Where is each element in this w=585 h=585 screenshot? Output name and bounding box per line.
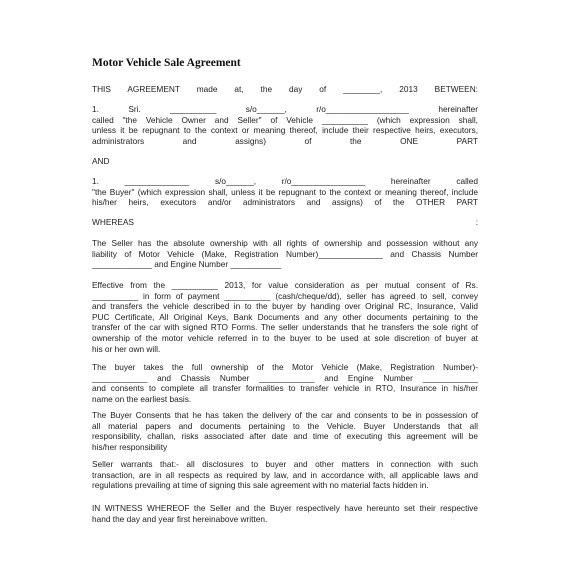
consideration-line: Effective from the __________ 2013, for value consideration as per mutual consent of Rs. [92, 280, 478, 290]
whereas-colon: : [475, 217, 478, 227]
seller-warranty-paragraph [92, 459, 478, 491]
and-paragraph [92, 156, 478, 167]
buyer-ownership-line: name on the earliest basis. [92, 393, 192, 404]
buyer-consent-line: all material papers and documents pertaining to the Vehicle. Buyer Understands that all [92, 420, 478, 431]
whereas-paragraph [92, 217, 478, 228]
consideration-line: his or her own will. [92, 343, 161, 354]
consideration-line: __________ in form of payment __________ (cash/cheque/dd), seller has agreed to sell, convey [92, 290, 478, 301]
party2-line: 1. ______________ s/o______, r/o________________ hereinafter called [92, 176, 478, 186]
consideration-line: and transfers the vehicle described in to the buyer by handing over Original RC, Insurance, Valid [92, 301, 478, 312]
buyer-ownership-paragraph [92, 362, 478, 404]
buyer-ownership-line: ____________ and Chassis Number ____________ and Engine Number ____________ [92, 372, 478, 383]
consideration-line: PUC Certificate, All Original Keys, Bank Documents and any other documents pertaining to the [92, 311, 478, 322]
document-title: Motor Vehicle Sale Agreement [92, 57, 241, 69]
party1-line: administrators and assigns) of the ONE PART [92, 135, 478, 146]
party2-paragraph [92, 176, 478, 208]
party2-line: "the Buyer" (which expression shall, unless it be repugnant to the context or meaning thereof, include [92, 186, 478, 197]
buyer-ownership-line: and consents to complete all transfer formalities to transfer vehicle in RTO, Insurance in his/her [92, 383, 478, 394]
witness-line: hand the day and year first hereinabove written. [92, 513, 268, 524]
buyer-consent-line: responsibility, challan, risks associated after date and time of executing this agreement will be [92, 431, 478, 442]
ownership-line: The Seller has the absolute ownership with all rights of ownership and possession without any [92, 238, 478, 248]
intro-line: THIS AGREEMENT made at, the day of ________, 2013 BETWEEN: [92, 84, 478, 94]
and-label: AND [92, 156, 110, 166]
party1-paragraph [92, 104, 478, 146]
ownership-line: liability of Motor Vehicle (Make, Registration Number)______________ and Chassis Number [92, 248, 478, 259]
party2-line: his/her heirs, executors and/or administrators and assigns) of the OTHER PART [92, 197, 478, 208]
witness-line: IN WITNESS WHEREOF the Seller and the Buyer respectively have hereunto set their respective [92, 503, 478, 513]
seller-warranty-line: Seller warrants that:- all disclosures to buyer and other matters in connection with such [92, 459, 478, 469]
whereas-label: WHEREAS [92, 217, 134, 227]
party1-line: called "the Vehicle Owner and Seller" of Vehicle __________ (which expression shall, [92, 114, 478, 125]
seller-warranty-line: transaction, are in all respects as required by law, and in accordance with, all applicable laws and [92, 469, 478, 480]
intro-paragraph [92, 84, 478, 95]
consideration-paragraph [92, 280, 478, 354]
buyer-ownership-line: The buyer takes the full ownership of the Motor Vehicle (Make, Registration Number)- [92, 362, 478, 372]
consideration-line: transfer of the car with signed RTO Forms. The seller understands that he transfers the sole right of [92, 322, 478, 333]
ownership-paragraph [92, 238, 478, 270]
consideration-line: ownership of the motor vehicle referred in to the buyer to be used at sole discretion of buyer at [92, 332, 478, 343]
party1-line: 1. Sri. __________ s/o______, r/o__________________ hereinafter [92, 104, 478, 114]
buyer-consent-paragraph [92, 410, 478, 452]
buyer-consent-line: The Buyer Consents that he has taken the delivery of the car and consents to be in possession of [92, 410, 478, 420]
party1-line: unless it be repugnant to the context or meaning thereof, include their respective heirs, executors, [92, 125, 478, 136]
seller-warranty-line: regulations prevailing at time of signing this sale agreement with no material facts hidden in. [92, 480, 429, 491]
buyer-consent-line: his/her responsibility [92, 441, 168, 452]
witness-paragraph [92, 503, 478, 524]
ownership-line: _____________ and Engine Number ___________ [92, 259, 282, 270]
